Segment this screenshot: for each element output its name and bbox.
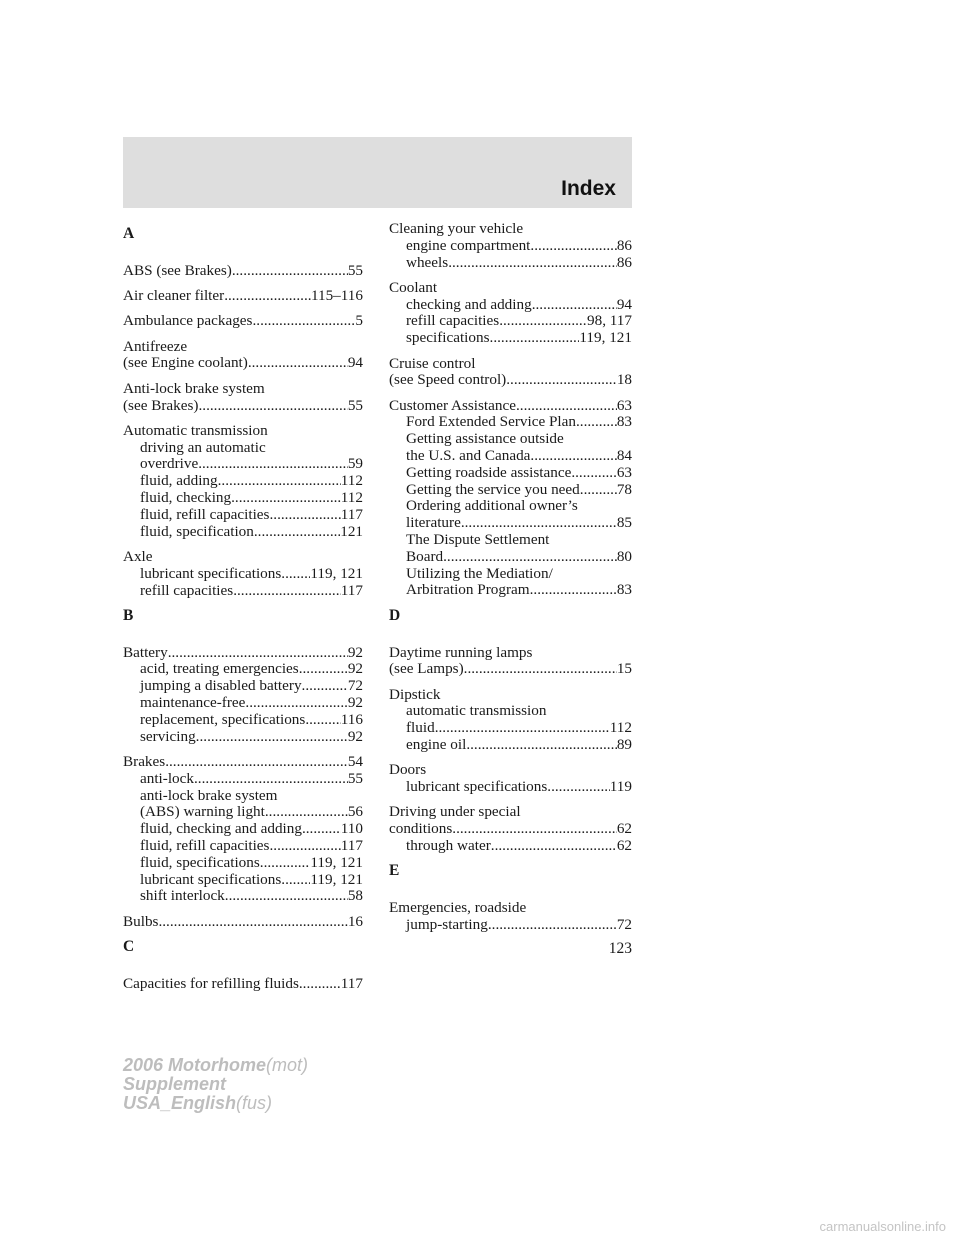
index-subentry-line — [123, 804, 363, 821]
index-subentry-line — [389, 255, 632, 272]
dot-leader — [196, 729, 348, 746]
dot-leader — [165, 754, 348, 771]
entry-text: Daytime running lamps — [389, 643, 533, 661]
entry-page-ref: 83 — [616, 581, 632, 599]
entry-page-ref: 98, 117 — [587, 312, 632, 330]
index-subentry-line — [389, 498, 632, 515]
index-entry — [389, 645, 632, 679]
index-entry-line — [389, 221, 632, 238]
dot-leader — [499, 313, 587, 330]
index-entry — [123, 381, 363, 415]
entry-text: Bulbs — [123, 912, 159, 930]
entry-page-ref: 119, 121 — [310, 870, 363, 888]
index-entry-line — [123, 339, 363, 356]
dot-leader — [488, 917, 617, 934]
dot-leader — [269, 507, 340, 524]
entry-text: overdrive — [140, 455, 199, 473]
index-subentry-line — [389, 549, 632, 566]
entry-text: lubricant specifications — [140, 870, 282, 888]
entry-text: engine oil — [406, 736, 467, 754]
index-subentry-line — [123, 490, 363, 507]
entry-text: automatic transmission — [406, 702, 547, 720]
index-subentry-line — [123, 440, 363, 457]
entry-page-ref: 62 — [616, 837, 632, 854]
index-subentry-line — [389, 330, 632, 347]
entry-text: Cleaning your vehicle — [389, 220, 524, 237]
index-subentry-line — [123, 583, 363, 600]
dot-leader — [168, 645, 348, 662]
index-subentry-line — [389, 566, 632, 583]
entry-text: driving an automatic — [140, 438, 266, 456]
entry-text: (see Brakes) — [123, 396, 199, 414]
dot-leader — [506, 372, 617, 389]
index-subentry-line — [389, 532, 632, 549]
index-subentry-line — [123, 678, 363, 695]
entry-text: checking and adding — [406, 295, 532, 313]
entry-page-ref: 55 — [347, 396, 363, 414]
entry-page-ref: 119 — [609, 778, 632, 796]
entry-text: replacement, specifications — [140, 710, 306, 728]
section-title: Index — [561, 177, 616, 200]
dot-leader — [299, 661, 348, 678]
entry-text: anti-lock — [140, 769, 194, 787]
dot-leader — [281, 566, 310, 583]
index-entry — [123, 645, 363, 746]
entry-page-ref: 117 — [340, 974, 363, 992]
index-entry-line — [123, 976, 363, 993]
index-entry — [123, 339, 363, 373]
watermark-text: carmanualsonline.info — [819, 1219, 946, 1234]
entry-text: servicing — [140, 727, 196, 745]
dot-leader — [461, 515, 617, 532]
entry-text: wheels — [406, 253, 449, 271]
entry-text: Air cleaner filter — [123, 287, 225, 305]
entry-page-ref: 80 — [616, 547, 632, 565]
entry-text: fluid, specifications — [140, 853, 260, 871]
entry-page-ref: 72 — [347, 677, 363, 695]
entry-page-ref: 86 — [616, 236, 632, 254]
entry-text: maintenance-free — [140, 694, 246, 712]
index-subentry-line — [123, 661, 363, 678]
index-letter-heading: E — [389, 862, 400, 880]
index-entry — [389, 804, 632, 854]
entry-text: Capacities for refilling fluids — [123, 974, 299, 992]
entry-text: (see Speed control) — [389, 371, 507, 389]
dot-leader — [254, 524, 340, 541]
dot-leader — [516, 398, 617, 415]
dot-leader — [580, 482, 617, 499]
dot-leader — [269, 838, 340, 855]
document-footer — [123, 1056, 308, 1113]
page-number: 123 — [608, 940, 632, 957]
entry-text: Getting assistance outside — [406, 430, 564, 448]
dot-leader — [435, 720, 610, 737]
entry-text: shift interlock — [140, 887, 225, 905]
index-subentry-line — [123, 507, 363, 524]
entry-text: Customer Assistance — [389, 396, 516, 414]
entry-text: Board — [406, 547, 444, 565]
entry-text: ABS (see Brakes) — [123, 261, 232, 279]
index-subentry-line — [123, 473, 363, 490]
dot-leader — [158, 914, 347, 931]
entry-text: conditions — [389, 820, 453, 838]
entry-page-ref: 78 — [616, 480, 632, 498]
footer-doc-type: Supplement — [123, 1074, 227, 1094]
index-entry — [389, 398, 632, 600]
index-entry — [123, 313, 363, 330]
index-entry — [389, 280, 632, 347]
index-subentry-line — [389, 431, 632, 448]
index-subentry-line — [389, 465, 632, 482]
index-entry — [123, 549, 363, 599]
index-entry — [389, 900, 632, 934]
entry-page-ref: 54 — [347, 752, 363, 770]
index-entry-line — [389, 821, 632, 838]
dot-leader — [530, 238, 616, 255]
index-subentry-line — [389, 515, 632, 532]
index-entry-line — [123, 313, 363, 330]
entry-page-ref: 94 — [347, 354, 363, 372]
index-subentry-line — [389, 297, 632, 314]
entry-page-ref: 63 — [616, 396, 632, 414]
dot-leader — [448, 255, 617, 272]
dot-leader — [252, 313, 355, 330]
index-letter-heading: C — [123, 937, 135, 955]
index-subentry-line — [389, 448, 632, 465]
dot-leader — [218, 473, 341, 490]
index-subentry-line — [123, 695, 363, 712]
index-subentry-line — [123, 838, 363, 855]
entry-text: Anti-lock brake system — [123, 379, 265, 397]
entry-page-ref: 92 — [347, 660, 363, 678]
dot-leader — [530, 582, 617, 599]
dot-leader — [198, 456, 348, 473]
dot-leader — [466, 737, 617, 754]
index-column-right — [389, 221, 632, 942]
entry-page-ref: 18 — [616, 371, 632, 389]
entry-text: Doors — [389, 761, 427, 779]
index-subentry-line — [389, 313, 632, 330]
entry-page-ref: 15 — [616, 660, 632, 678]
entry-page-ref: 119, 121 — [310, 564, 363, 582]
index-entry-line — [389, 804, 632, 821]
index-entry-line — [123, 423, 363, 440]
entry-page-ref: 83 — [616, 413, 632, 431]
entry-text: fluid, refill capacities — [140, 505, 270, 523]
dot-leader — [443, 549, 617, 566]
entry-text: Antifreeze — [123, 337, 188, 355]
entry-text: (see Lamps) — [389, 660, 464, 678]
index-entry — [389, 221, 632, 271]
entry-text: jumping a disabled battery — [140, 677, 302, 695]
entry-page-ref: 72 — [616, 915, 632, 933]
entry-text: Cruise control — [389, 354, 476, 372]
dot-leader — [547, 779, 610, 796]
entry-text: Ordering additional owner’s — [406, 497, 578, 515]
entry-text: fluid — [406, 719, 435, 737]
dot-leader — [576, 414, 617, 431]
entry-text: fluid, checking and adding — [140, 820, 302, 838]
entry-text: fluid, refill capacities — [140, 836, 270, 854]
entry-page-ref: 116 — [340, 710, 363, 728]
index-column-left — [123, 221, 363, 1001]
entry-text: the U.S. and Canada — [406, 447, 531, 465]
dot-leader — [571, 465, 616, 482]
entry-text: refill capacities — [140, 581, 234, 599]
entry-page-ref: 92 — [347, 727, 363, 745]
dot-leader — [532, 297, 617, 314]
index-entry — [123, 914, 363, 931]
entry-page-ref: 92 — [347, 694, 363, 712]
index-subentry-line — [123, 788, 363, 805]
entry-text: fluid, adding — [140, 472, 218, 490]
entry-page-ref: 84 — [616, 447, 632, 465]
entry-text: Ford Extended Service Plan — [406, 413, 576, 431]
entry-page-ref: 94 — [616, 295, 632, 313]
index-entry-line — [389, 762, 632, 779]
index-entry-line — [389, 356, 632, 373]
entry-page-ref: 112 — [609, 719, 632, 737]
index-entry-line — [389, 687, 632, 704]
entry-text: Battery — [123, 643, 168, 661]
entry-text: Brakes — [123, 752, 166, 770]
entry-text: Dipstick — [389, 685, 441, 703]
entry-text: Getting roadside assistance — [406, 463, 572, 481]
entry-page-ref: 59 — [347, 455, 363, 473]
entry-page-ref: 62 — [616, 820, 632, 838]
index-subentry-line — [123, 712, 363, 729]
entry-text: Arbitration Program — [406, 581, 530, 599]
index-entry-line — [389, 280, 632, 297]
index-entry — [389, 762, 632, 796]
dot-leader — [233, 583, 341, 600]
index-entry-line — [123, 355, 363, 372]
entry-page-ref: 5 — [355, 312, 363, 330]
index-entry-line — [389, 661, 632, 678]
entry-text: lubricant specifications — [406, 778, 548, 796]
entry-page-ref: 55 — [347, 769, 363, 787]
entry-text: anti-lock brake system — [140, 786, 278, 804]
index-entry-line — [389, 372, 632, 389]
dot-leader — [260, 855, 311, 872]
index-entry — [389, 687, 632, 754]
entry-page-ref: 56 — [347, 803, 363, 821]
index-letter-heading: A — [123, 225, 135, 242]
index-entry — [389, 356, 632, 390]
index-subentry-line — [389, 838, 632, 855]
entry-text: Emergencies, roadside — [389, 899, 527, 917]
entry-page-ref: 112 — [340, 489, 363, 507]
entry-text: Utilizing the Mediation/ — [406, 564, 553, 582]
dot-leader — [302, 678, 348, 695]
dot-leader — [305, 712, 340, 729]
entry-page-ref: 117 — [340, 505, 363, 523]
index-subentry-line — [123, 456, 363, 473]
index-subentry-line — [123, 888, 363, 905]
dot-leader — [232, 263, 348, 280]
entry-page-ref: 16 — [347, 912, 363, 930]
entry-page-ref: 110 — [340, 820, 363, 838]
index-entry — [123, 754, 363, 905]
entry-text: fluid, checking — [140, 489, 232, 507]
index-entry-line — [123, 914, 363, 931]
entry-text: acid, treating emergencies — [140, 660, 299, 678]
entry-text: Driving under special — [389, 803, 521, 821]
index-subentry-line — [123, 729, 363, 746]
entry-page-ref: 119, 121 — [579, 329, 632, 347]
entry-text: Coolant — [389, 278, 438, 296]
entry-text: refill capacities — [406, 312, 500, 330]
index-subentry-line — [389, 703, 632, 720]
index-entry — [123, 976, 363, 993]
footer-language-code: (fus) — [236, 1093, 273, 1113]
entry-text: (ABS) warning light — [140, 803, 265, 821]
dot-leader — [464, 661, 617, 678]
dot-leader — [491, 838, 617, 855]
entry-page-ref: 112 — [340, 472, 363, 490]
entry-page-ref: 86 — [616, 253, 632, 271]
dot-leader — [224, 288, 311, 305]
index-entry — [123, 288, 363, 305]
index-subentry-line — [389, 582, 632, 599]
entry-page-ref: 119, 121 — [310, 853, 363, 871]
entry-text: Getting the service you need — [406, 480, 580, 498]
entry-text: lubricant specifications — [140, 564, 282, 582]
index-entry-line — [123, 549, 363, 566]
entry-text: Axle — [123, 547, 153, 565]
entry-text: engine compartment — [406, 236, 531, 254]
index-subentry-line — [123, 771, 363, 788]
dot-leader — [299, 976, 341, 993]
dot-leader — [302, 821, 341, 838]
index-entry-line — [123, 288, 363, 305]
entry-text: The Dispute Settlement — [406, 531, 550, 549]
dot-leader — [281, 872, 310, 889]
index-subentry-line — [123, 566, 363, 583]
dot-leader — [452, 821, 617, 838]
entry-text: through water — [406, 837, 491, 854]
footer-model: 2006 Motorhome — [123, 1055, 267, 1075]
index-subentry-line — [389, 917, 632, 934]
entry-page-ref: 55 — [347, 261, 363, 279]
dot-leader — [231, 490, 341, 507]
footer-language: USA_English — [123, 1093, 237, 1113]
index-subentry-line — [123, 821, 363, 838]
entry-page-ref: 121 — [340, 522, 363, 540]
index-subentry-line — [389, 737, 632, 754]
entry-page-ref: 117 — [340, 581, 363, 599]
index-subentry-line — [123, 872, 363, 889]
index-subentry-line — [389, 482, 632, 499]
entry-page-ref: 115–116 — [310, 287, 363, 305]
index-subentry-line — [123, 524, 363, 541]
entry-page-ref: 85 — [616, 514, 632, 532]
entry-text: Automatic transmission — [123, 421, 268, 439]
entry-text: Ambulance packages — [123, 312, 253, 330]
footer-model-code: (mot) — [266, 1055, 309, 1075]
index-subentry-line — [389, 238, 632, 255]
section-header-band — [123, 137, 632, 208]
dot-leader — [530, 448, 616, 465]
entry-page-ref: 58 — [347, 887, 363, 905]
index-entry-line — [123, 263, 363, 280]
entry-text: jump-starting — [406, 915, 488, 933]
index-subentry-line — [123, 855, 363, 872]
index-entry-line — [389, 900, 632, 917]
index-subentry-line — [389, 720, 632, 737]
index-entry — [123, 263, 363, 280]
entry-page-ref: 63 — [616, 463, 632, 481]
index-letter-heading: B — [123, 606, 134, 624]
entry-page-ref: 92 — [347, 643, 363, 661]
entry-text: fluid, specification — [140, 522, 254, 540]
index-entry-line — [389, 398, 632, 415]
index-entry-line — [389, 645, 632, 662]
index-entry — [123, 423, 363, 541]
index-entry-line — [123, 398, 363, 415]
dot-leader — [490, 330, 580, 347]
dot-leader — [265, 804, 348, 821]
index-subentry-line — [389, 779, 632, 796]
dot-leader — [245, 695, 347, 712]
index-entry-line — [123, 754, 363, 771]
dot-leader — [248, 355, 348, 372]
index-entry-line — [123, 381, 363, 398]
dot-leader — [198, 398, 347, 415]
entry-text: (see Engine coolant) — [123, 354, 248, 372]
dot-leader — [225, 888, 348, 905]
entry-text: literature — [406, 514, 461, 532]
index-entry-line — [123, 645, 363, 662]
dot-leader — [194, 771, 348, 788]
entry-page-ref: 89 — [616, 736, 632, 754]
index-letter-heading: D — [389, 606, 401, 624]
entry-page-ref: 117 — [340, 836, 363, 854]
index-subentry-line — [389, 414, 632, 431]
entry-text: specifications — [406, 329, 490, 347]
